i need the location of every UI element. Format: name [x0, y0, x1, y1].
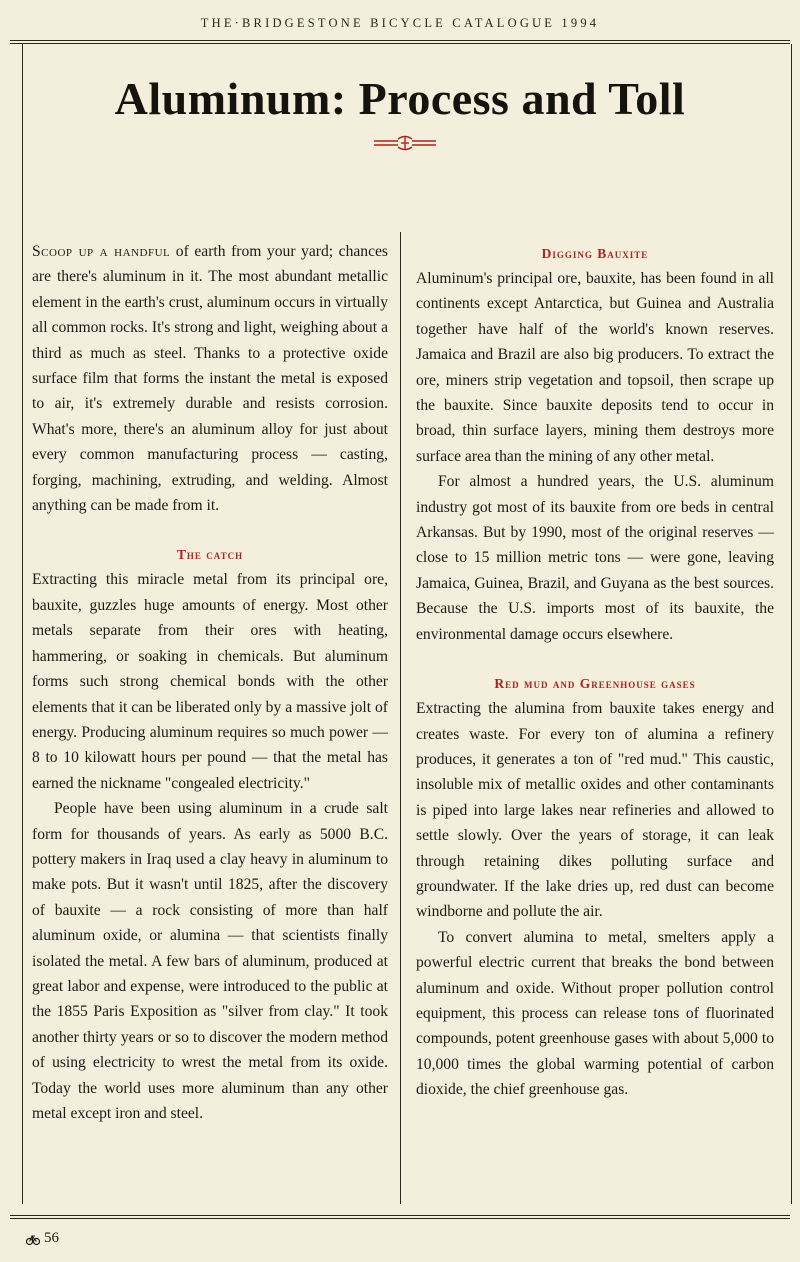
heading-the-catch: The catch — [176, 547, 244, 563]
ornament-icon — [372, 135, 438, 151]
heading-digging-bauxite: Digging Bauxite — [541, 246, 649, 261]
left-margin-rule — [22, 44, 23, 1204]
catch-paragraph-2: People have been using aluminum in a crude salt form for thousands of years. As early as 5000 B.C. pottery makers in Iraq used a clay heavy in aluminum to make pots. But it wasn't until 1825, after the discovery of bauxite — a rock consisting of more than half aluminum oxide, or alumina — that scientists finally isolated the metal. A few bars of aluminum, produced at great labor and expense, were introduced to the public at the 1855 Paris Exposition as "silver from clay." It took another thirty years or so to discover the modern method of using electricity to wrest the metal from its oxide. Today the world uses more aluminum than any other metal except iron and steel. — [32, 800, 388, 1122]
right-column — [416, 241, 774, 1103]
top-rule — [10, 40, 790, 44]
intro-paragraph — [32, 239, 388, 518]
intro-lead: Scoop up a handful — [32, 243, 171, 260]
page-number: 56 — [44, 1230, 59, 1246]
bottom-rule — [10, 1215, 790, 1219]
bicycle-icon — [26, 1232, 40, 1246]
page-title: Aluminum: Process and Toll — [114, 73, 686, 124]
digging-paragraph-1: Aluminum's principal ore, bauxite, has been found in all continents except Antarctica, but Guinea and Australia together have half of the world's known reserves. Jamaica and Brazil are also big producers. To extract the ore, miners strip vegetation and topsoil, then scrape up the bauxite. Since bauxite deposits tend to occur in broad, thin surface layers, mining them destroys more surface area than the mining of any other metal. — [416, 270, 774, 465]
column-divider — [400, 232, 401, 1204]
intro-text: of earth from your yard; chances are there's aluminum in it. The most abundant metallic element in the earth's crust, aluminum occurs in virtually all common rocks. It's strong and light, weighing about a third as much as steel. Thanks to a protective oxide surface film that forms the instant the metal is exposed to air, it's extremely durable and resists corrosion. What's more, there's an aluminum alloy for just about every common manufacturing process — casting, forging, machining, extruding, and welding. Almost anything can be made from it. — [32, 243, 389, 515]
left-column — [32, 239, 388, 1126]
right-margin-rule — [791, 44, 792, 1204]
redmud-paragraph-1: Extracting the alumina from bauxite takes energy and creates waste. For every ton of alumina a refinery produces, it generates a ton of "red mud." This caustic, insoluble mix of metallic oxides and other contaminants is piped into large lakes near refineries and allowed to settle slowly. Over the years of storage, it can leak through retaining dikes polluting surface and groundwater. If the lake dries up, red dust can become windborne and pollute the air. — [416, 700, 774, 921]
digging-paragraph-2: For almost a hundred years, the U.S. aluminum industry got most of its bauxite from ore beds in central Arkansas. But by 1990, most of the original reserves — close to 15 million metric tons — were gone, leaving Jamaica, Guinea, Brazil, and Guyana as the best sources. Because the U.S. imports most of its bauxite, the environmental damage occurs elsewhere. — [416, 473, 774, 643]
heading-red-mud: Red mud and Greenhouse gases — [494, 676, 696, 692]
running-head: THE·BRIDGESTONE BICYCLE CATALOGUE 1994 — [200, 16, 600, 30]
catch-paragraph-1: Extracting this miracle metal from its principal ore, bauxite, guzzles huge amounts of energy. Most other metals separate from their ores with heating, hammering, or soaking in chemicals. But aluminum forms such strong chemical bonds with the other elements that it can be liberated only by a massive jolt of energy. Producing aluminum requires so much power — 8 to 10 kilowatt hours per pound — that the metal has earned the nickname "congealed electricity." — [32, 571, 388, 792]
folio — [26, 1230, 59, 1247]
redmud-paragraph-2: To convert alumina to metal, smelters apply a powerful electric current that breaks the bond between aluminum and oxide. Without proper pollution control equipment, this process can release tons of fluorinated compounds, potent greenhouse gases with about 5,000 to 10,000 times the global warming potential of carbon dioxide, the chief greenhouse gas. — [416, 928, 774, 1099]
